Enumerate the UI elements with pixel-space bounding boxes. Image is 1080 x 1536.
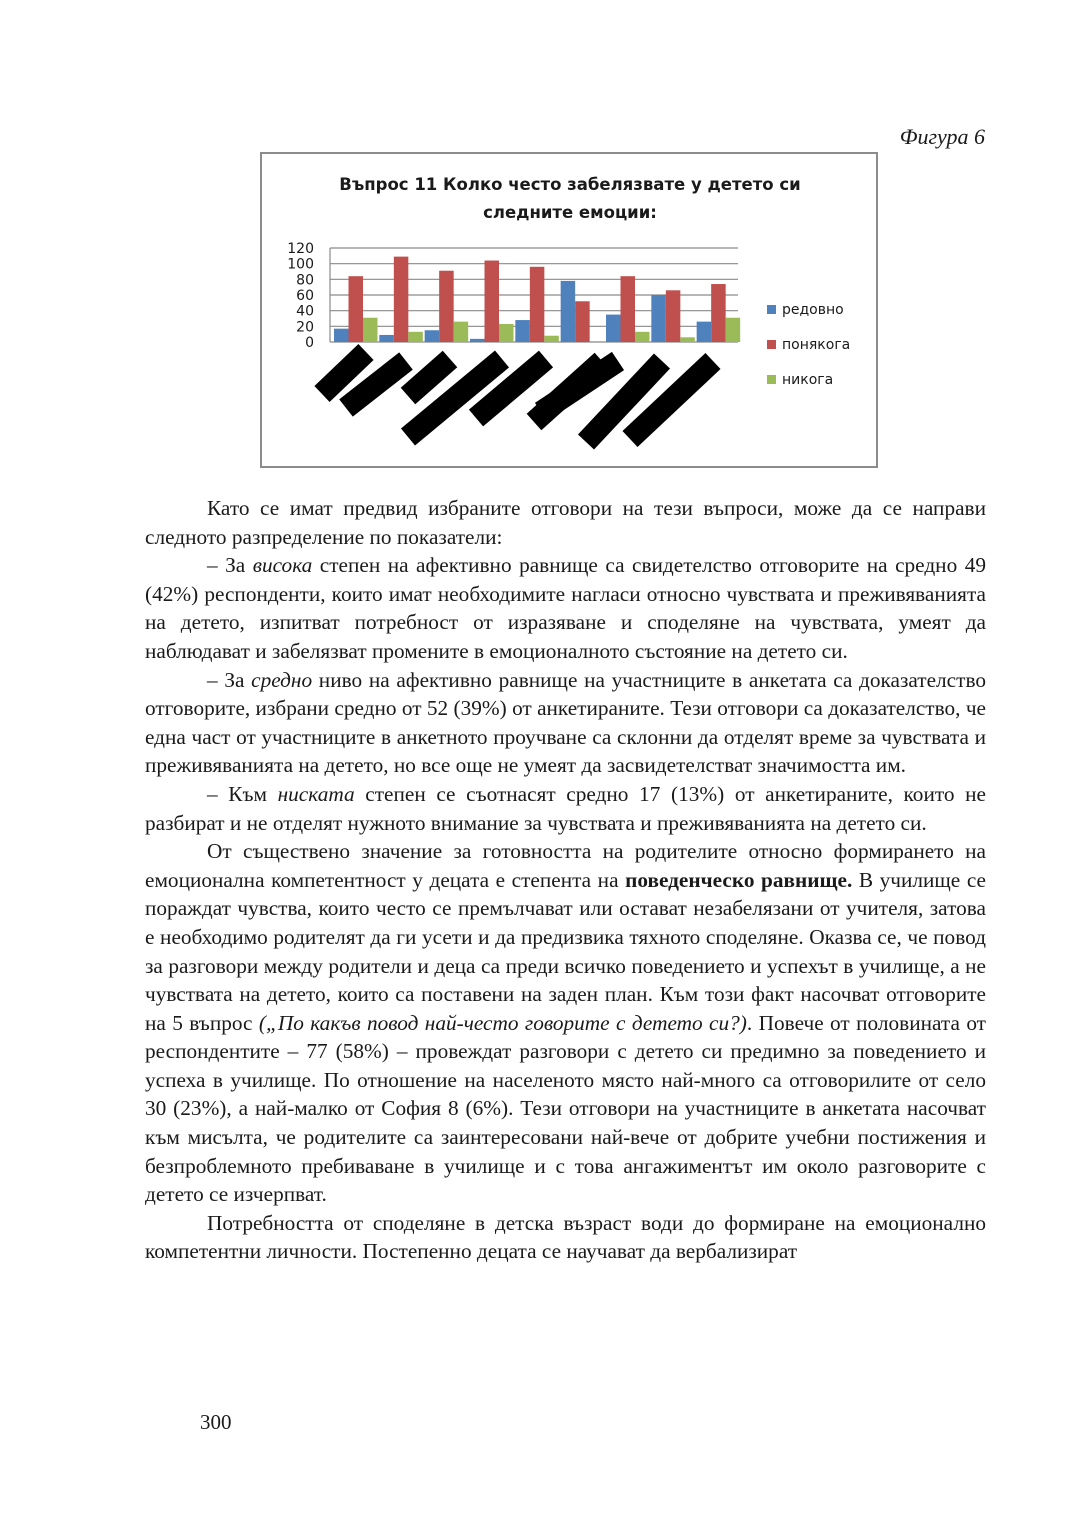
bar-понякога xyxy=(711,284,726,342)
chart-title: следните емоции: xyxy=(483,203,657,222)
legend-swatch xyxy=(767,375,776,384)
bar-понякога xyxy=(485,261,500,342)
bar-редовно xyxy=(379,335,394,342)
legend-swatch xyxy=(767,340,776,349)
redaction-mark xyxy=(408,359,450,396)
bar-редовно xyxy=(470,339,485,342)
bar-никога xyxy=(544,336,559,342)
bar-никога xyxy=(635,332,650,342)
paragraph xyxy=(145,1209,986,1266)
text-run: От съществено значение за готовността на родителите относно формирането на емоционална компетентност у децата е степента на xyxy=(145,839,986,892)
bar-никога xyxy=(680,337,695,342)
text-run: . Повече от половината от респондентите – 77 (58%) – провеждат разговори с детето си предимно за поведението и успеха в училище. По отношение на населеното място най-много са отговорилите от село 30 (23%), а най-малко от София 8 (6%). Тези отговори на участниците в анкетата насочват към мисълта, че родителите са заинтересовани най-вече от добрите учебни постижения и безпроблемното пребиваване в училище и с това ангажиментът им около разговорите с детето се изчерпват. xyxy=(145,1010,986,1207)
body-text xyxy=(145,494,986,1266)
bar-редовно xyxy=(425,330,440,342)
text-run: ниво на афективно равнище на участниците в анкетата са доказателство отговорите, избрани средно от 52 (39%) от анкетираните. Тези отговори са доказателство, че една част от участниците в анкетното проучване са склонни да отделят време за чувствата и преживяванията на детето, но все още не умеят да засвидетелстват значимостта им. xyxy=(145,667,987,778)
bar-никога xyxy=(408,332,423,342)
bar-никога xyxy=(363,318,378,342)
y-tick-label: 80 xyxy=(296,272,314,289)
text-run: – За xyxy=(207,553,253,578)
text-run: – За xyxy=(207,667,252,692)
text-run: Потребността от споделяне в детска възраст води до формиране на емоционално компетентни личности. Постепенно децата се научават да вербализират xyxy=(145,1210,986,1264)
bar-редовно xyxy=(515,320,530,342)
chart xyxy=(260,152,878,468)
italic-text: („По какъв повод най-често говорите с детето си?) xyxy=(258,1010,747,1035)
italic-text: средно xyxy=(251,667,313,692)
legend-label: понякога xyxy=(782,337,851,353)
bar-редовно xyxy=(651,295,666,342)
text-run: Като се имат предвид избраните отговори на тези въпроси, може да се направи следното разпределение по показатели: xyxy=(145,496,986,549)
y-tick-label: 120 xyxy=(287,241,314,257)
legend-swatch xyxy=(767,305,776,314)
bar-никога xyxy=(726,318,741,342)
paragraph xyxy=(145,666,986,780)
chart-svg xyxy=(262,154,876,466)
bar-понякога xyxy=(621,276,636,342)
paragraph xyxy=(145,551,986,665)
bar-редовно xyxy=(561,281,576,342)
text-run: В училище се пораждат чувства, които често се премълчават или остават незабелязани от учителя, затова е необходимо родителят да ги усети и да предизвика тяхното споделяне. Оказва се, че повод за разговори между родители и деца са преди всичко поведението и успехът в училище, а не чувствата на детето, които са поставени на заден план. Към този факт насочват отговорите на 5 въпрос xyxy=(145,867,986,1035)
bar-понякога xyxy=(666,290,681,342)
italic-text: висока xyxy=(252,553,313,578)
paragraph xyxy=(145,780,986,837)
bar-никога xyxy=(499,324,514,342)
text-run: – Към xyxy=(207,781,278,806)
bar-понякога xyxy=(530,267,545,342)
y-tick-label: 40 xyxy=(296,303,314,320)
text-run: степен се съотнасят средно 17 (13%) от анкетираните, които не разбират и не отделят нужното внимание за чувствата и преживяванията на детето си. xyxy=(145,781,986,835)
chart-title: Въпрос 11 Колко често забелязвате у детето си xyxy=(339,175,801,194)
bar-никога xyxy=(454,322,469,342)
paragraph xyxy=(145,837,986,1209)
y-tick-label: 0 xyxy=(305,335,314,351)
bar-понякога xyxy=(349,276,364,342)
bar-понякога xyxy=(394,257,409,342)
bar-понякога xyxy=(439,271,454,342)
bar-редовно xyxy=(334,329,349,342)
bar-никога xyxy=(590,341,605,342)
page-number: 300 xyxy=(200,1410,232,1434)
bar-понякога xyxy=(575,301,590,342)
legend-label: никога xyxy=(782,372,834,388)
y-tick-label: 100 xyxy=(287,256,314,273)
paragraph xyxy=(145,494,986,551)
bar-редовно xyxy=(606,315,621,342)
legend-label: редовно xyxy=(782,302,844,318)
bold-text: поведенческо равнище. xyxy=(625,867,853,892)
italic-text: ниската xyxy=(277,781,355,806)
y-tick-label: 20 xyxy=(296,319,314,336)
bar-редовно xyxy=(697,322,712,342)
y-tick-label: 60 xyxy=(296,288,314,304)
text-run: степен на афективно равнище са свидетелство отговорите на средно 49 (42%) респонденти, които имат необходимите нагласи относно чувствата и преживяванията на детето, изпитват потребност от изразяване и споделяне на чувствата, умеят да наблюдават и забелязват промените в емоционалното състояние на детето си. xyxy=(145,553,987,663)
figure-label: Фигура 6 xyxy=(899,124,985,149)
